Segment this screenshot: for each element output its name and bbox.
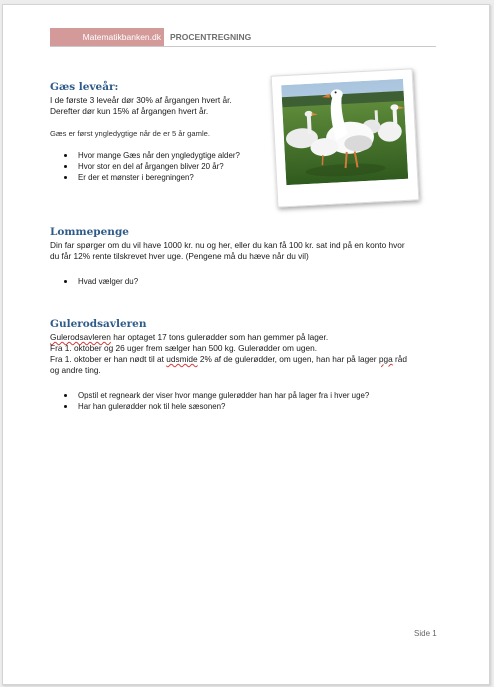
page-number: Side 1 — [414, 629, 437, 638]
section-label: PROCENTREGNING — [170, 32, 252, 42]
list-item — [64, 150, 240, 161]
pocket-money-heading: Lommepenge — [50, 226, 129, 238]
list-item — [64, 401, 369, 412]
question-text: Er der et mønster i beregningen? — [78, 173, 194, 182]
pocket-question-list — [64, 276, 138, 287]
carrot-question-list — [64, 390, 369, 412]
bullet-icon — [64, 165, 67, 168]
carrot-farmer-heading: Gulerodsavleren — [50, 318, 147, 330]
geese-note: Gæs er først yngledygtige når de er 5 år gamle. — [50, 129, 210, 138]
list-item — [64, 390, 369, 401]
geese-heading: Gæs leveår: — [50, 81, 119, 93]
spell-error-word: udsmide — [166, 354, 198, 364]
bullet-icon — [64, 154, 67, 157]
list-item — [64, 172, 240, 183]
carrot-line-1 — [50, 332, 440, 344]
list-item — [64, 161, 240, 172]
carrot-line-3 — [50, 354, 450, 366]
carrot-line-3-a: Fra 1. oktober er han nødt til at — [50, 354, 167, 364]
question-text: Hvor stor en del af årgangen bliver 20 år? — [78, 162, 224, 171]
carrot-line-3-b: 2% af de gulerødder, om ugen, han har på lager — [197, 354, 379, 364]
question-text: Hvad vælger du? — [78, 277, 139, 286]
page-header — [50, 28, 436, 47]
geese-photo-image — [281, 79, 408, 185]
bullet-icon — [64, 394, 67, 397]
question-text: Har han gulerødder nok til hele sæsonen? — [78, 402, 226, 411]
geese-question-list — [64, 150, 240, 183]
geese-line-1: I de første 3 leveår dør 30% af årgangen hvert år. — [50, 95, 232, 105]
spell-error-word: pga — [378, 354, 393, 364]
brand-label: Matematikbanken.dk — [50, 28, 164, 46]
bullet-icon — [64, 176, 67, 179]
geese-line-2: Derefter dør kun 15% af årgangen hvert år. — [50, 106, 209, 116]
carrot-line-2: Fra 1. oktober og 26 uger frem sælger han 500 kg. Gulerødder om ugen. — [50, 343, 318, 353]
pocket-line-2: du får 12% rente tilskrevet hver uge. (Pengene må du hæve når du vil) — [50, 251, 309, 261]
geese-photo — [271, 68, 420, 207]
question-text: Opstil et regneark der viser hvor mange gulerødder han har på lager fra i hver uge? — [78, 391, 370, 400]
list-item — [64, 276, 138, 287]
question-text: Hvor mange Gæs når den yngledygtige alder? — [78, 151, 240, 160]
carrot-line-1-text: har optaget 17 tons gulerødder som han gemmer på lager. — [110, 332, 329, 342]
spell-error-word: Gulerodsavleren — [50, 332, 111, 342]
pocket-line-1: Din far spørger om du vil have 1000 kr. nu og her, eller du kan få 100 kr. sat ind på en konto hvor — [50, 240, 405, 250]
carrot-line-3-c: råd — [392, 354, 408, 364]
carrot-line-4: og andre ting. — [50, 365, 101, 375]
bullet-icon — [64, 280, 67, 283]
bullet-icon — [64, 405, 67, 408]
